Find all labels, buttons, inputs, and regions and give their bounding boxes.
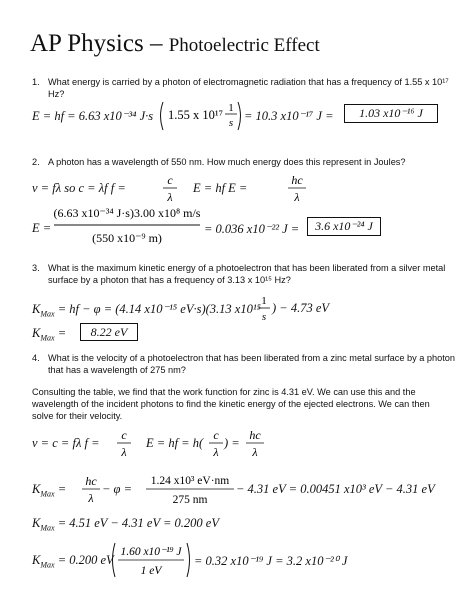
- question-2: 2. A photon has a wavelength of 550 nm. How much energy does this represent in Joules?: [32, 157, 406, 167]
- q2-energy-relation: E = hf E =: [193, 181, 248, 195]
- svg-text:λ: λ: [252, 445, 258, 459]
- q1-parenthetical: [158, 98, 243, 134]
- question-3: 3. What is the maximum kinetic energy of a photoelectron that has been liberated from a silver metal surface by a photon that has a frequency of 3.13 x 10¹⁵ Hz?: [32, 263, 446, 285]
- q3-equation: $K_{Max}$ = hf − φ = (4.14 x10⁻¹⁵ eV·s)(3.13 x10¹⁵: [32, 302, 261, 319]
- q2-energy-fraction: [286, 172, 308, 204]
- q2-result: = 0.036 x10⁻²² J =: [204, 222, 300, 236]
- svg-text:1.60 x10⁻¹⁹ J: 1.60 x10⁻¹⁹ J: [120, 546, 182, 558]
- svg-text:λ: λ: [88, 491, 94, 505]
- svg-text:c: c: [167, 173, 173, 187]
- q1-result: = 10.3 x10⁻¹⁷ J =: [244, 109, 334, 123]
- svg-text:(6.63 x10⁻³⁴ J·s)3.00 x10⁸ m/s: (6.63 x10⁻³⁴ J·s)3.00 x10⁸ m/s: [53, 206, 201, 220]
- svg-text:c: c: [121, 428, 127, 442]
- page-title: AP Physics – Photoelectric Effect: [30, 30, 320, 57]
- q3-tail: ) − 4.73 eV: [272, 301, 330, 315]
- q4-line-2-tail: − 4.31 eV = 0.00451 x10³ eV − 4.31 eV: [236, 482, 435, 496]
- q4-line-1-end: ) =: [224, 436, 240, 450]
- q1-equation-start: E = hf = 6.63 x10⁻³⁴ J·s: [32, 109, 154, 123]
- q1-answer-box: 1.03 x10⁻¹⁶ J: [344, 104, 438, 123]
- svg-text:c: c: [213, 428, 219, 442]
- q2-answer-box: 3.6 x10⁻²⁴ J: [307, 217, 381, 236]
- q4-line-1-mid: E = hf = h(: [146, 436, 204, 450]
- q4-line-2-energy-fraction: [144, 471, 236, 507]
- q2-calculation-fraction: [52, 200, 202, 248]
- svg-text:275 nm: 275 nm: [172, 494, 208, 506]
- q4-line-1-start: v = c = fλ f =: [32, 436, 100, 450]
- svg-text:λ: λ: [213, 445, 219, 459]
- q4-inner-fraction: [208, 427, 224, 459]
- svg-text:1 eV: 1 eV: [140, 565, 162, 577]
- svg-text:1: 1: [261, 295, 267, 307]
- q3-answer-box: 8.22 eV: [80, 323, 138, 341]
- q4-conversion-fraction: [110, 540, 192, 580]
- q4-line-4-tail: = 0.32 x10⁻¹⁹ J = 3.2 x10⁻²⁰ J: [194, 554, 348, 568]
- svg-text:s: s: [228, 117, 234, 129]
- q2-energy-lhs: E =: [32, 221, 52, 235]
- svg-text:hc: hc: [85, 474, 97, 488]
- svg-text:λ: λ: [167, 190, 173, 204]
- svg-text:1.24 x10³ eV·nm: 1.24 x10³ eV·nm: [150, 475, 230, 487]
- q2-relations: v = fλ so c = λf f =: [32, 181, 126, 195]
- question-1: 1. What energy is carried by a photon of electromagnetic radiation that has a frequency of 1.55 x 10¹⁷ Hz?: [32, 77, 449, 99]
- q4-hc-fraction: [244, 427, 266, 459]
- svg-text:hc: hc: [291, 173, 303, 187]
- svg-text:λ: λ: [294, 190, 300, 204]
- svg-text:1: 1: [228, 102, 234, 114]
- q4-line-2-mid: − φ =: [102, 482, 133, 496]
- q4-line-3: $K_{Max} = 4.51$ eV − 4.31 eV = 0.200 eV: [32, 516, 219, 533]
- q4-frequency-fraction: [116, 427, 132, 459]
- q4-line-2-hc-fraction: [80, 473, 102, 505]
- svg-text:1.55 x 10¹⁷: 1.55 x 10¹⁷: [168, 108, 223, 122]
- svg-text:s: s: [261, 311, 267, 323]
- svg-text:λ: λ: [121, 445, 127, 459]
- svg-text:hc: hc: [249, 428, 261, 442]
- q3-unit-fraction: [257, 292, 271, 324]
- question-4: 4. What is the velocity of a photoelectron that has been liberated from a zinc metal surface by a photon that has a wavelength of 275 nm?: [32, 353, 456, 375]
- q3-answer-lhs: $K_{Max}$ =: [32, 326, 67, 343]
- q4-line-4-lhs: $K_{Max} = 0.200$ eV: [32, 553, 114, 570]
- q4-line-2-lhs: $K_{Max}$ =: [32, 482, 67, 499]
- svg-text:(550 x10⁻⁹ m): (550 x10⁻⁹ m): [92, 231, 162, 245]
- q4-explanation: Consulting the table, we find that the work function for zinc is 4.31 eV. We can use this and the wavelength of the incident photons to find the kinetic energy of the ejected electrons. We can then solve for their velocity.: [32, 387, 430, 421]
